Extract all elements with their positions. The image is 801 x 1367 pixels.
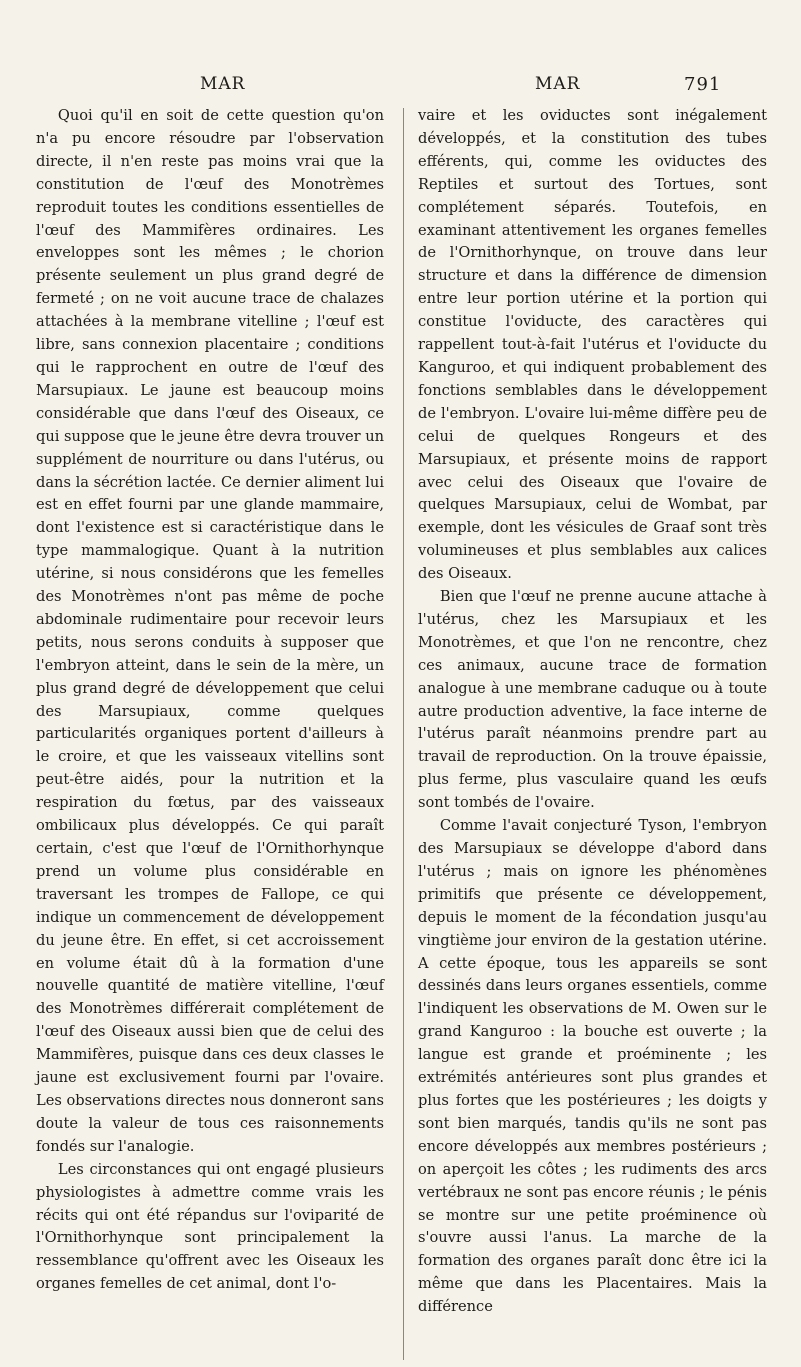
page-number: 791 [684,74,722,95]
right-text-column [418,105,767,1319]
paragraph: Bien que l'œuf ne prenne aucune attache à l'utérus, chez les Marsupiaux et les Monotrèmes, et que l'on ne rencontre, chez ces animaux, aucune trace de formation analogue à une membrane caduque ou à toute autre production adventive, la face interne de l'utérus paraît néanmoins prendre part au travail de reproduction. On la trouve épaissie, plus ferme, plus vasculaire quand les œufs sont tombés de l'ovaire. [418,588,767,812]
running-head-left: MAR [200,74,246,94]
paragraph: Les circonstances qui ont engagé plusieurs physiologistes à admettre comme vrais les récits qui ont été répandus sur l'oviparité de l'Ornithorhynque sont principalement la ressemblance qu'offrent avec les Oiseaux les organes femelles de cet animal, dont l'o- [36,1160,384,1293]
paragraph: vaire et les oviductes sont inégalement développés, et la constitution des tubes efférents, qui, comme les oviductes des Reptiles et surtout des Tortues, sont complétement séparés. Toutefois, en examinant attentivement les organes femelles de l'Ornithorhynque, on trouve dans leur structure et dans la différence de dimension entre leur portion utérine et la portion qui constitue l'oviducte, des caractères qui rappellent tout-à-fait l'utérus et l'oviducte du Kanguroo, et qui indiquent probablement des fonctions semblables dans le développement de l'embryon. L'ovaire lui-même diffère peu de celui de quelques Rongeurs et des Marsupiaux, et présente moins de rapport avec celui des Oiseaux que l'ovaire de quelques Marsupiaux, celui de Wombat, par exemple, dont les vésicules de Graaf sont très volumineuses et plus semblables aux calices des Oiseaux. [418,107,767,583]
running-head-right: MAR [535,74,581,94]
paragraph: Comme l'avait conjecturé Tyson, l'embryon des Marsupiaux se développe d'abord dans l'utérus ; mais on ignore les phénomènes primitifs que présente ce développement, depuis le moment de la fécondation jusqu'au vingtième jour environ de la gestation utérine. A cette époque, tous les appareils se sont dessinés dans leurs organes essentiels, comme l'indiquent les observations de M. Owen sur le grand Kanguroo : la bouche est ouverte ; la langue est grande et proéminente ; les extrémités antérieures sont plus grandes et plus fortes que les postérieures ; les doigts y sont bien marqués, tandis qu'ils ne sont pas encore développés aux membres postérieurs ; on aperçoit les côtes ; les rudiments des arcs vertébraux ne sont pas encore réunis ; le pénis se montre sur une petite proéminence où s'ouvre aussi l'anus. La marche de la formation des organes paraît donc être ici la même que dans les Placentaires. Mais la différence [418,817,767,1316]
paragraph: Quoi qu'il en soit de cette question qu'on n'a pu encore résoudre par l'observation directe, il n'en reste pas moins vrai que la constitution de l'œuf des Monotrèmes reproduit toutes les conditions essentielles de l'œuf des Mammifères ordinaires. Les enveloppes sont les mêmes ; le chorion présente seulement un plus grand degré de fermeté ; on ne voit aucune trace de chalazes attachées à la membrane vitelline ; l'œuf est libre, sans connexion placentaire ; conditions qui le rapprochent en outre de l'œuf des Marsupiaux. Le jaune est beaucoup moins considérable que dans l'œuf des Oiseaux, ce qui suppose que le jeune être devra trouver un supplément de nourriture ou dans l'utérus, ou dans la sécrétion lactée. Ce dernier aliment lui est en effet fourni par une glande mammaire, dont l'existence est si caractéristique dans le type mammalogique. Quant à la nutrition utérine, si nous considérons que les femelles des Monotrèmes n'ont pas même de poche abdominale rudimentaire pour recevoir leurs petits, nous serons conduits à supposer que l'embryon atteint, dans le sein de la mère, un plus grand degré de développement que celui des Marsupiaux, comme quelques particularités organiques portent d'ailleurs à le croire, et que les vaisseaux vitellins sont peut-être aidés, pour la nutrition et la respiration du fœtus, par des vaisseaux ombilicaux plus développés. Ce qui paraît certain, c'est que l'œuf de l'Ornithorhynque prend un volume plus considérable en traversant les trompes de Fallope, ce qui indique un commencement de développement du jeune être. En effet, si cet accroissement en volume était dû à la formation d'une nouvelle quantité de matière vitelline, l'œuf des Monotrèmes différerait complétement de l'œuf des Oiseaux aussi bien que de celui des Mammifères, puisque dans ces deux classes le jaune est exclusivement fourni par l'ovaire. Les observations directes nous donneront sans doute la valeur de tous ces raisonnements fondés sur l'analogie. [36,107,384,1155]
column-divider [403,108,404,1360]
left-text-column [36,105,384,1296]
